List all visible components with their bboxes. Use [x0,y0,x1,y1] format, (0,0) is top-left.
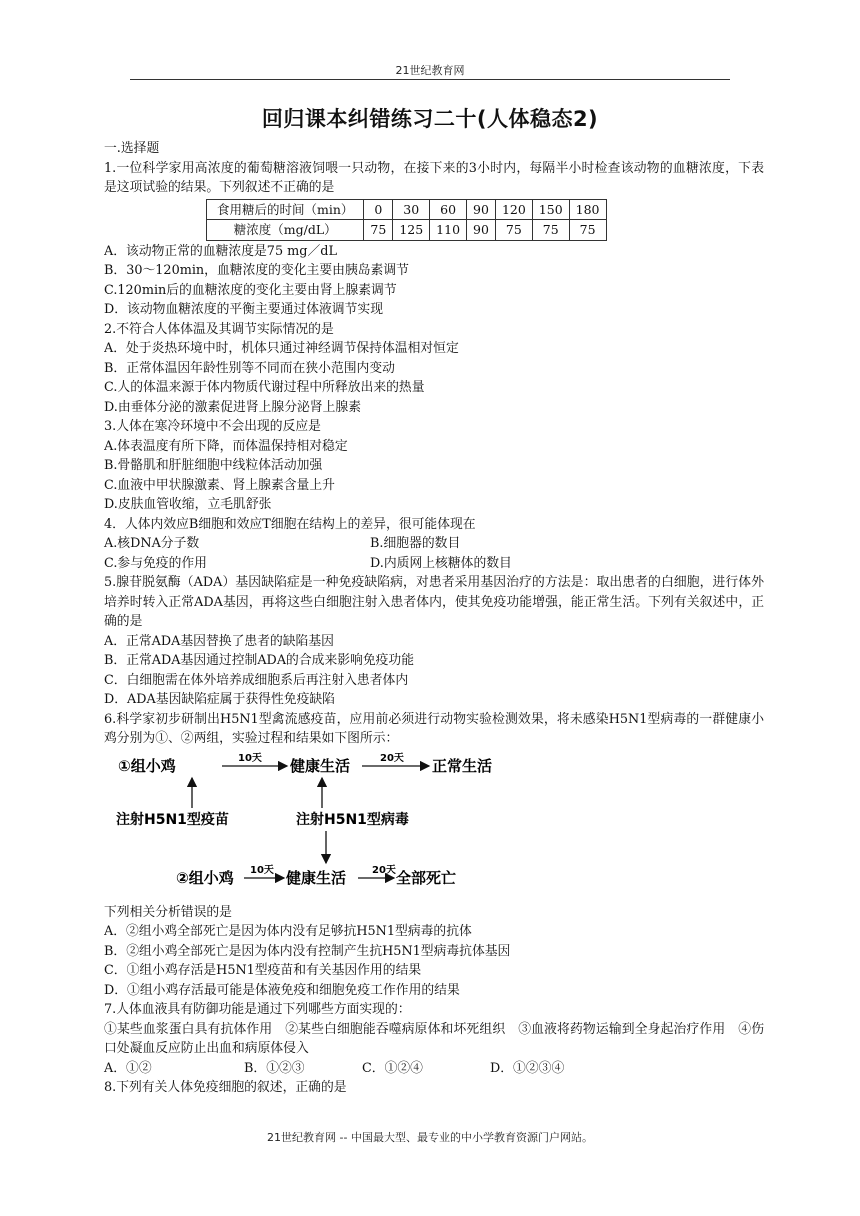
inject-virus-label: 注射H5N1型病毒 [296,811,409,828]
question-5-stem: 5.腺苷脱氨酶（ADA）基因缺陷症是一种免疫缺陷病，对患者采用基因治疗的方法是：取出患者的白细胞，进行体外培养时转入正常ADA基因，再将这些白细胞注射入患者体内，使其免疫功能增强，能正常生活。下列有关叙述中，正确的是 [104,575,764,629]
group-2-label: ②组小鸡 [176,868,234,887]
option-a: A．该动物正常的血糖浓度是75 mg／dL [104,243,337,259]
option-d: D．ADA基因缺陷症属于获得性免疫缺陷 [104,692,335,707]
option-b: B．①②③ [244,1060,305,1076]
days-20-label: 20天 [380,752,404,764]
table-row-label: 糖浓度（mg/dL） [207,220,364,241]
table-row-label: 食用糖后的时间（min） [207,199,364,220]
page-footer: 21世纪教育网 -- 中国最大型、最专业的中小学教育资源门户网站。 [267,1131,593,1144]
option-a: A．正常ADA基因替换了患者的缺陷基因 [104,633,334,649]
days-20-label: 20天 [372,864,396,876]
option-b: B.骨骼肌和肝脏细胞中线粒体活动加强 [104,458,323,473]
table-cell: 0 [364,199,393,220]
table-cell: 75 [569,220,606,241]
option-a: A．②组小鸡全部死亡是因为体内没有足够抗H5N1型病毒的抗体 [104,924,472,939]
table-cell: 120 [495,199,532,220]
all-dead-label: 全部死亡 [396,868,457,887]
option-b: B．正常体温因年龄性别等不同而在狭小范围内变动 [104,360,395,376]
table-cell: 75 [532,220,569,241]
days-10-label: 10天 [250,864,274,876]
option-d: D．该动物血糖浓度的平衡主要通过体液调节实现 [104,302,383,317]
question-8-stem: 8.下列有关人体免疫细胞的叙述，正确的是 [104,1080,347,1095]
option-d: D.由垂体分泌的激素促进肾上腺分泌肾上腺素 [104,399,362,415]
option-b: B．②组小鸡全部死亡是因为体内没有控制产生抗H5N1型病毒抗体基因 [104,943,511,959]
option-d: D.内质网上核糖体的数目 [370,555,512,571]
document-body [104,139,764,1098]
table-cell: 110 [430,220,467,241]
option-a: A．处于炎热环境中时，机体只通过神经调节保持体温相对恒定 [104,341,459,356]
blood-sugar-table [206,199,607,241]
option-a: A.体表温度有所下降，而体温保持相对稳定 [104,438,348,454]
normal-life-label: 正常生活 [432,756,493,775]
option-c: C.参与免疫的作用 [104,555,207,571]
table-cell: 180 [569,199,606,220]
option-c: C．①②④ [362,1060,423,1076]
table-cell: 75 [364,220,393,241]
options-row [104,1059,764,1079]
inject-vaccine-label: 注射H5N1型疫苗 [116,811,229,828]
table-row [207,220,607,241]
option-b: B.细胞器的数目 [370,536,461,551]
question-4-stem: 4．人体内效应B细胞和效应T细胞在结构上的差异，很可能体现在 [104,516,476,532]
option-d: D．①②③④ [490,1060,565,1076]
table-cell: 75 [495,220,532,241]
question-2-stem: 2.不符合人体体温及其调节实际情况的是 [104,321,334,337]
section-heading: 一.选择题 [104,141,160,156]
question-3-stem: 3.人体在寒冷环境中不会出现的反应是 [104,419,321,434]
option-c: C.人的体温来源于体内物质代谢过程中所释放出来的热量 [104,380,425,395]
page-header: 21世纪教育网 [395,64,465,77]
option-b: B．30～120min，血糖浓度的变化主要由胰岛素调节 [104,263,409,278]
option-c: C．白细胞需在体外培养成细胞系后再注射入患者体内 [104,672,409,688]
page-title: 回归课本纠错练习二十(人体稳态2) [261,107,599,131]
option-a: A．①② [104,1060,152,1076]
question-1-stem: 1.一位科学家用高浓度的葡萄糖溶液饲喂一只动物，在接下来的3小时内，每隔半小时检查该动物的血糖浓度，下表是这项试验的结果。下列叙述不正确的是 [104,160,764,195]
option-a: A.核DNA分子数 [104,536,200,551]
header-divider [130,79,730,80]
question-6-sub-stem: 下列相关分析错误的是 [104,904,232,920]
table-cell: 90 [467,220,496,241]
options-row [104,534,764,554]
group-1-label: ①组小鸡 [118,756,176,775]
option-c: C.血液中甲状腺激素、肾上腺素含量上升 [104,477,335,493]
option-b: B．正常ADA基因通过控制ADA的合成来影响免疫功能 [104,653,415,668]
table-cell: 125 [393,220,430,241]
table-cell: 90 [467,199,496,220]
table-cell: 150 [532,199,569,220]
options-row [104,554,764,574]
days-10-label: 10天 [238,752,262,764]
option-d: D．①组小鸡存活最可能是体液免疫和细胞免疫工作作用的结果 [104,982,460,998]
question-7-items: ①某些血浆蛋白具有抗体作用 ②某些白细胞能吞噬病原体和坏死组织 ③血液将药物运输到全身起治疗作用 ④伤口处凝血反应防止出血和病原体侵入 [104,1021,764,1056]
table-row [207,199,607,220]
table-cell: 30 [393,199,430,220]
experiment-diagram [114,751,514,901]
table-cell: 60 [430,199,467,220]
question-7-stem: 7.人体血液具有防御功能是通过下列哪些方面实现的： [104,1002,411,1017]
healthy-life-label: 健康生活 [290,756,351,775]
option-c: C．①组小鸡存活是H5N1型疫苗和有关基因作用的结果 [104,963,422,978]
option-d: D.皮肤血管收缩，立毛肌舒张 [104,497,272,512]
question-6-stem: 6.科学家初步研制出H5N1型禽流感疫苗，应用前必须进行动物实验检测效果，将未感染H5N1型病毒的一群健康小鸡分别为①、②两组，实验过程和结果如下图所示： [104,711,764,746]
healthy-life-label: 健康生活 [286,868,347,887]
option-c: C.120min后的血糖浓度的变化主要由肾上腺素调节 [104,282,397,298]
